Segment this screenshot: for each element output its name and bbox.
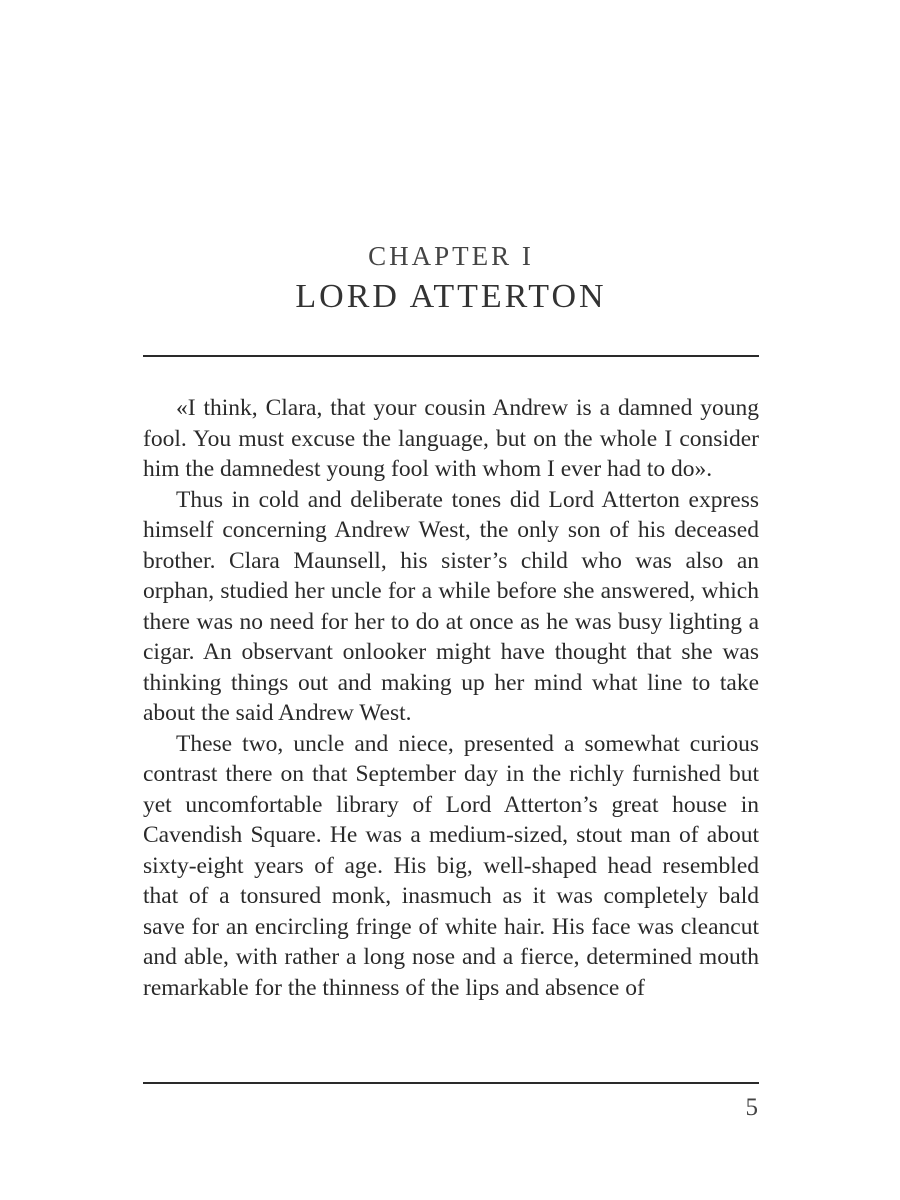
chapter-label: CHAPTER I bbox=[368, 241, 534, 271]
chapter-heading bbox=[143, 238, 759, 318]
bottom-rule bbox=[143, 1082, 759, 1084]
paragraph: «I think, Clara, that your cousin Andrew is a damned young fool. You must excuse the language, but on the whole I consider him the damnedest young fool with whom I ever had to do». bbox=[143, 395, 759, 482]
paragraph: These two, uncle and niece, presented a somewhat curious contrast there on that September day in the richly furnished but yet uncomfortable library of Lord Atterton’s great house in Cavendish Square. He was a medium-sized, stout man of about sixty-eight years of age. His big, well-shaped head resembled that of a tonsured monk, inasmuch as it was completely bald save for an encircling fringe of white hair. His face was cleancut and able, with rather a long nose and a fierce, determined mouth remarkable for the thinness of the lips and absence of bbox=[143, 730, 759, 1001]
chapter-title: LORD ATTERTON bbox=[295, 278, 607, 315]
top-rule bbox=[143, 355, 759, 357]
page-number: 5 bbox=[745, 1094, 758, 1121]
paragraph: Thus in cold and deliberate tones did Lord Atterton express himself concerning Andrew West, the only son of his deceased brother. Clara Maunsell, his sister’s child who was also an orphan, studied her uncle for a while before she answered, which there was no need for her to do at once as he was busy lighting a cigar. An observant onlooker might have thought that she was thinking things out and making up her mind what line to take about the said Andrew West. bbox=[143, 486, 759, 726]
body-text bbox=[143, 393, 759, 1003]
